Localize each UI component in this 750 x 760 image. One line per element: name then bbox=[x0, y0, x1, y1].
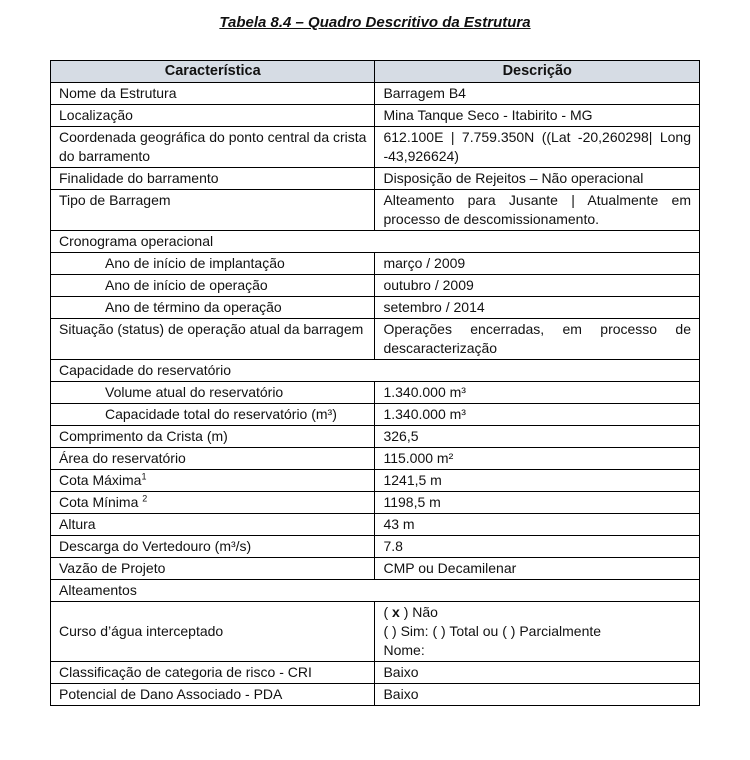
section-label: Cronograma operacional bbox=[51, 231, 700, 253]
row-label: Altura bbox=[51, 514, 375, 536]
row-label: Tipo de Barragem bbox=[51, 190, 375, 231]
section-row bbox=[51, 580, 700, 602]
table-row bbox=[51, 275, 700, 297]
table-row bbox=[51, 492, 700, 514]
row-label: Vazão de Projeto bbox=[51, 558, 375, 580]
table-header-row bbox=[51, 61, 700, 83]
table-row bbox=[51, 514, 700, 536]
option-sim: ( ) Sim: ( ) Total ou ( ) Parcialmente bbox=[383, 623, 602, 639]
table-row bbox=[51, 448, 700, 470]
row-value: 115.000 m² bbox=[375, 448, 700, 470]
row-value: 1241,5 m bbox=[375, 470, 700, 492]
section-label: Alteamentos bbox=[51, 580, 700, 602]
row-value: Barragem B4 bbox=[375, 83, 700, 105]
label-text: Cota Mínima bbox=[59, 494, 143, 510]
section-row bbox=[51, 360, 700, 382]
table-row bbox=[51, 536, 700, 558]
header-caracteristica: Característica bbox=[51, 61, 375, 83]
label-text: Cota Máxima bbox=[59, 472, 142, 488]
option-nome: Nome: bbox=[383, 642, 425, 658]
row-value bbox=[375, 602, 700, 662]
row-value: Mina Tanque Seco - Itabirito - MG bbox=[375, 105, 700, 127]
table-row bbox=[51, 319, 700, 360]
row-label: Potencial de Dano Associado - PDA bbox=[51, 684, 375, 706]
row-value: CMP ou Decamilenar bbox=[375, 558, 700, 580]
row-label: Finalidade do barramento bbox=[51, 168, 375, 190]
table-row bbox=[51, 382, 700, 404]
checked-mark: x bbox=[392, 604, 400, 620]
row-label: Coordenada geográfica do ponto central da crista do barramento bbox=[51, 127, 375, 168]
table-row bbox=[51, 297, 700, 319]
row-label: Comprimento da Crista (m) bbox=[51, 426, 375, 448]
row-label: Localização bbox=[51, 105, 375, 127]
table-row bbox=[51, 684, 700, 706]
table-row bbox=[51, 105, 700, 127]
row-value: Disposição de Rejeitos – Não operacional bbox=[375, 168, 700, 190]
row-value: outubro / 2009 bbox=[375, 275, 700, 297]
table-row bbox=[51, 662, 700, 684]
row-value: 1198,5 m bbox=[375, 492, 700, 514]
row-value: 612.100E | 7.759.350N ((Lat -20,260298| Long -43,926624) bbox=[375, 127, 700, 168]
section-label: Capacidade do reservatório bbox=[51, 360, 700, 382]
row-value: 326,5 bbox=[375, 426, 700, 448]
footnote-marker: 1 bbox=[141, 471, 147, 482]
row-value: Operações encerradas, em processo de descaracterização bbox=[375, 319, 700, 360]
table-row bbox=[51, 558, 700, 580]
row-value: março / 2009 bbox=[375, 253, 700, 275]
row-label: Capacidade total do reservatório (m³) bbox=[51, 404, 375, 426]
row-value: Baixo bbox=[375, 662, 700, 684]
row-label: Ano de término da operação bbox=[51, 297, 375, 319]
header-descricao: Descrição bbox=[375, 61, 700, 83]
table-title: Tabela 8.4 – Quadro Descritivo da Estrutura bbox=[219, 14, 531, 31]
row-label: Ano de início de implantação bbox=[51, 253, 375, 275]
table-row bbox=[51, 190, 700, 231]
table-row bbox=[51, 470, 700, 492]
row-value: 1.340.000 m³ bbox=[375, 382, 700, 404]
row-label: Nome da Estrutura bbox=[51, 83, 375, 105]
row-value: Alteamento para Jusante | Atualmente em processo de descomissionamento. bbox=[375, 190, 700, 231]
row-label bbox=[51, 470, 375, 492]
row-value: 1.340.000 m³ bbox=[375, 404, 700, 426]
table-row bbox=[51, 602, 700, 662]
table-row bbox=[51, 127, 700, 168]
row-label bbox=[51, 492, 375, 514]
option-nao: ( x ) Não bbox=[383, 604, 438, 620]
row-value: Baixo bbox=[375, 684, 700, 706]
row-label: Área do reservatório bbox=[51, 448, 375, 470]
row-label: Classificação de categoria de risco - CRI bbox=[51, 662, 375, 684]
table-row bbox=[51, 168, 700, 190]
row-value: 43 m bbox=[375, 514, 700, 536]
footnote-marker: 2 bbox=[142, 493, 148, 504]
table-row bbox=[51, 253, 700, 275]
row-label: Situação (status) de operação atual da barragem bbox=[51, 319, 375, 360]
row-value: 7.8 bbox=[375, 536, 700, 558]
table-row bbox=[51, 426, 700, 448]
row-label: Descarga do Vertedouro (m³/s) bbox=[51, 536, 375, 558]
table-row bbox=[51, 404, 700, 426]
structure-description-table bbox=[50, 60, 700, 706]
row-label: Volume atual do reservatório bbox=[51, 382, 375, 404]
table-row bbox=[51, 83, 700, 105]
section-row bbox=[51, 231, 700, 253]
row-value: setembro / 2014 bbox=[375, 297, 700, 319]
row-label: Ano de início de operação bbox=[51, 275, 375, 297]
row-label: Curso d’água interceptado bbox=[51, 602, 375, 662]
